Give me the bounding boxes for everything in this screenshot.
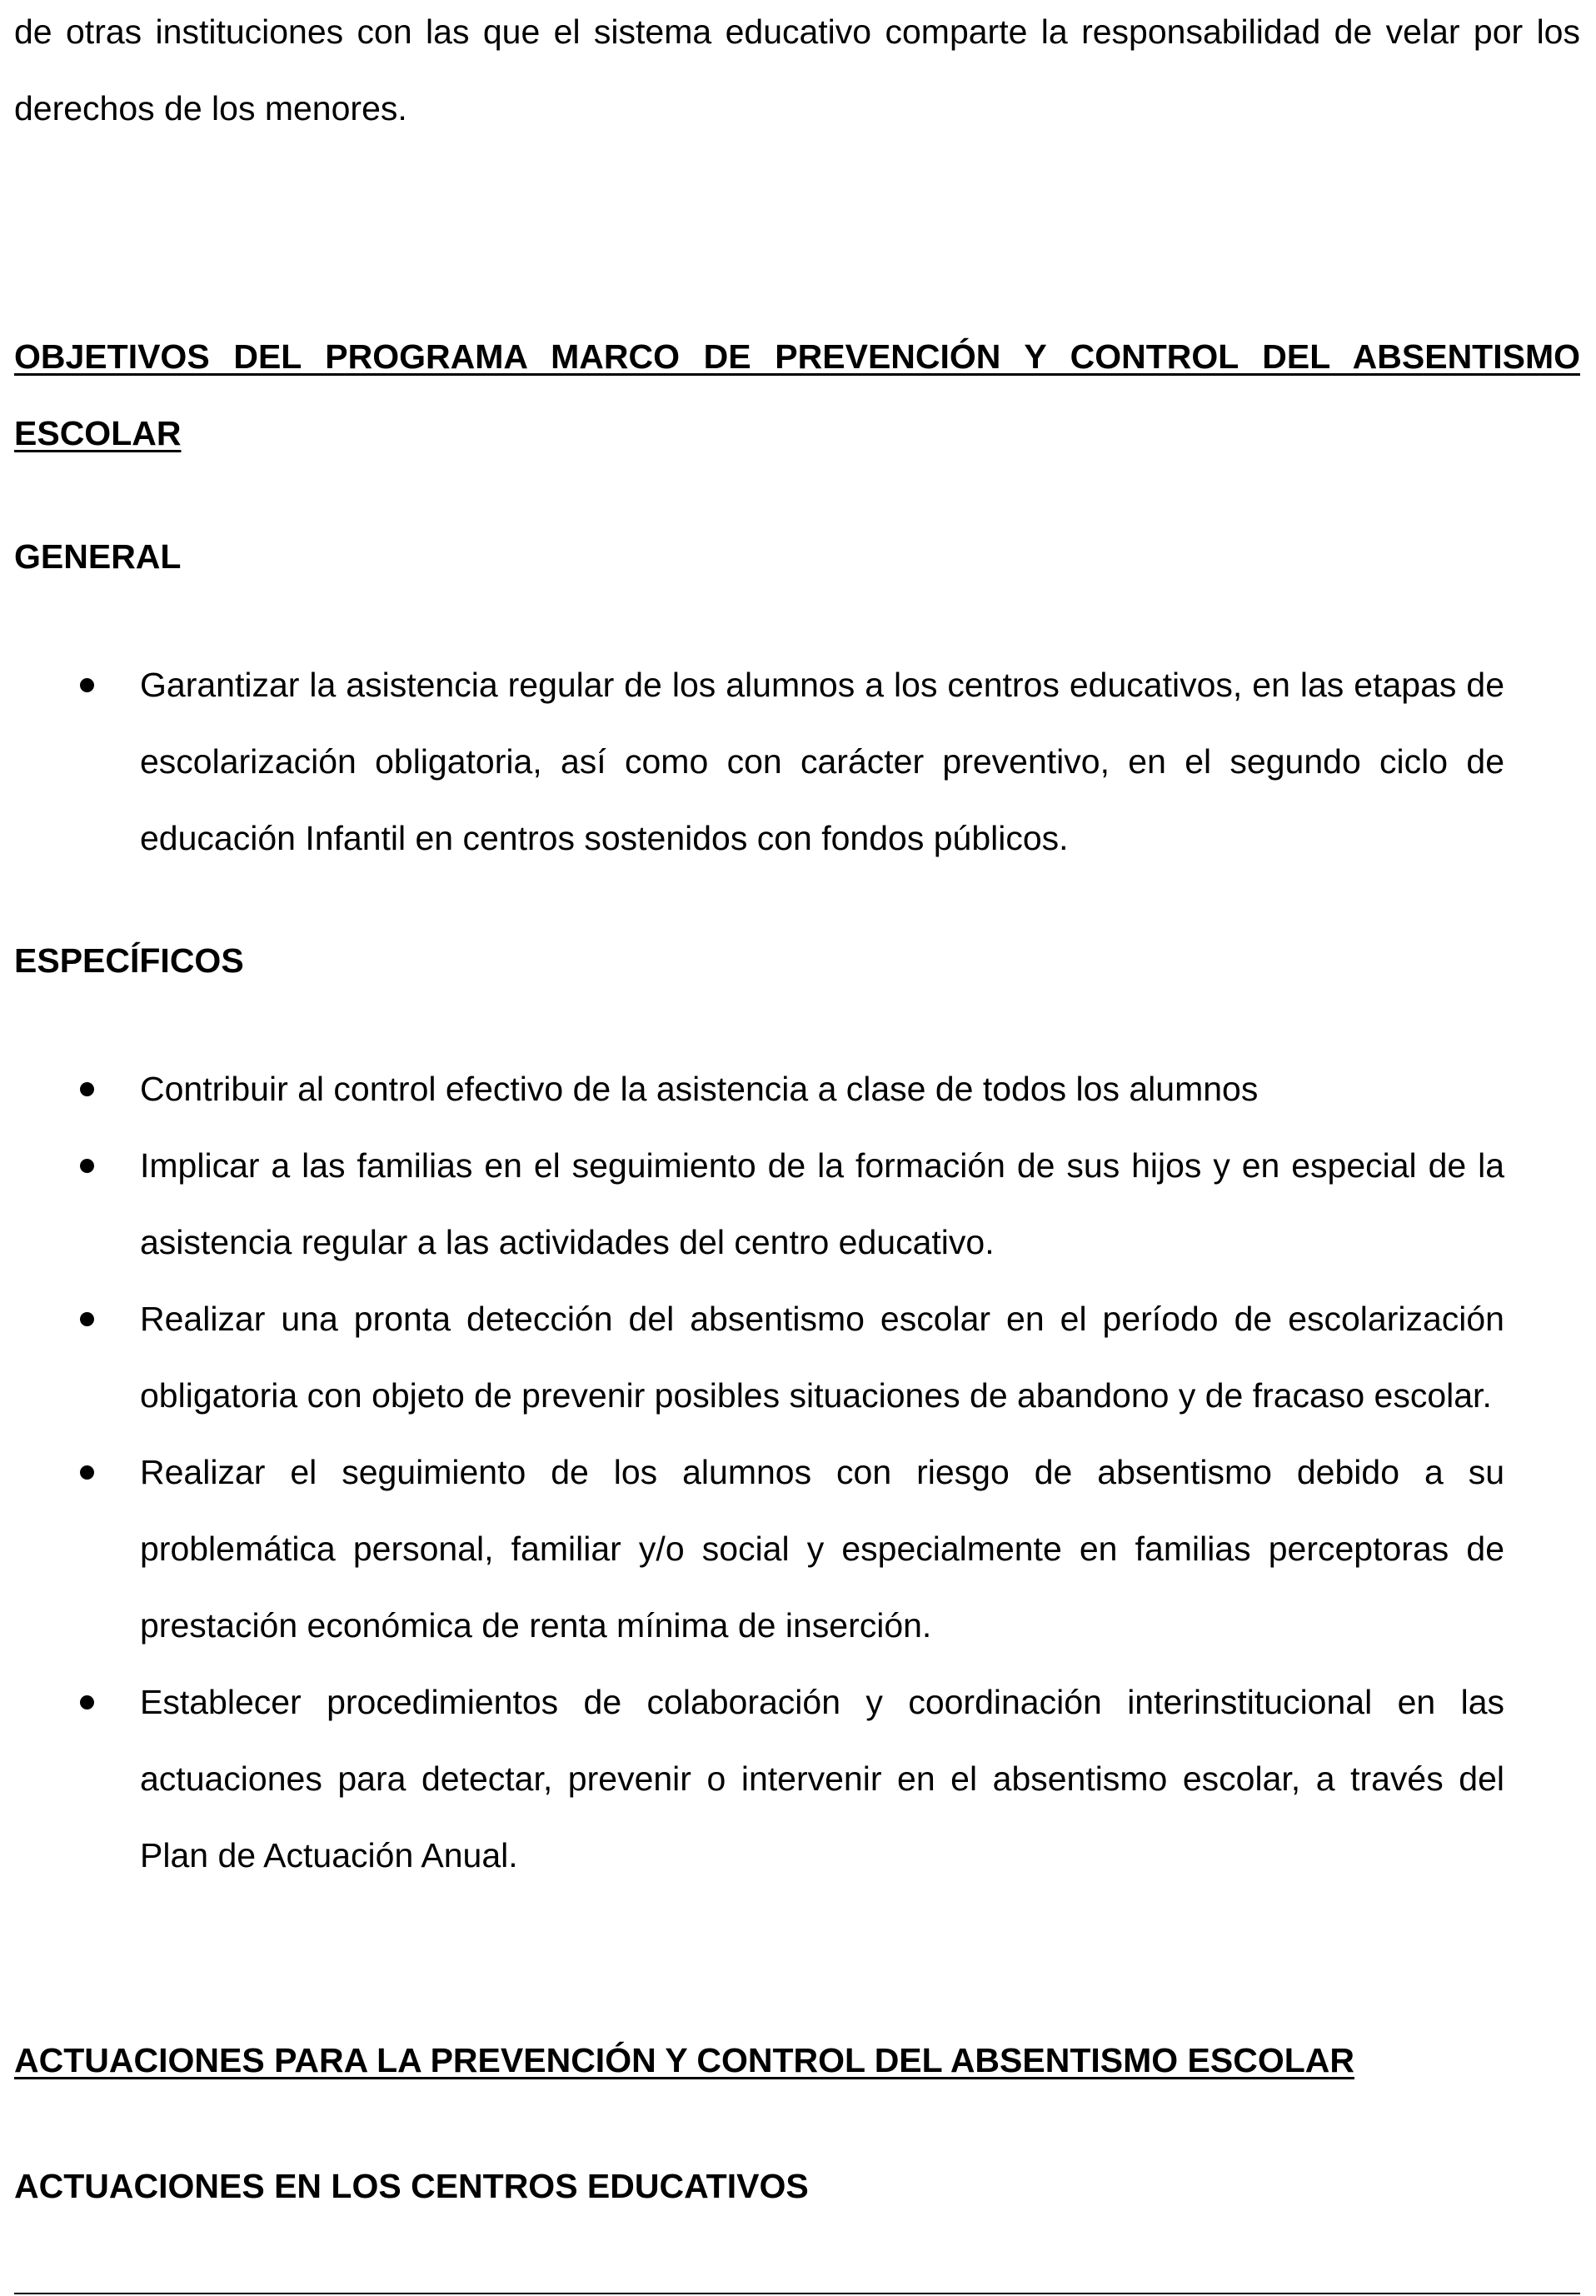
list-item [0, 1051, 1504, 1127]
list-item [0, 1434, 1504, 1664]
list-item [0, 1664, 1504, 1894]
heading-general: GENERAL [14, 537, 182, 576]
bullet-icon [80, 1312, 94, 1326]
bullet-icon [80, 1695, 94, 1710]
intro-paragraph: de otras instituciones con las que el sistema educativo comparte la responsabilidad de velar por los derechos de los menores. [14, 12, 1580, 127]
list-item-text: Implicar a las familias en el seguimiento de la formación de sus hijos y en especial de la asistencia regular a las actividades del centro educativo. [140, 1146, 1504, 1261]
list-item-text: Establecer procedimientos de colaboración y coordinación interinstitucional en las actuaciones para detectar, prevenir o intervenir en el absentismo escolar, a través del Plan de Actuación Anual. [140, 1683, 1504, 1874]
list-item-text: Realizar el seguimiento de los alumnos con riesgo de absentismo debido a su problemática personal, familiar y/o social y especialmente en familias perceptoras de prestación económica de renta mínima de inserción. [140, 1453, 1504, 1645]
list-item [0, 1127, 1504, 1280]
heading-especificos: ESPECÍFICOS [14, 941, 244, 980]
general-list [0, 646, 1596, 876]
list-item [0, 646, 1504, 876]
bullet-icon [80, 678, 94, 692]
especificos-list [0, 1051, 1596, 1894]
heading-actuaciones-centros: ACTUACIONES EN LOS CENTROS EDUCATIVOS [14, 2167, 809, 2205]
section-title-actuaciones: ACTUACIONES PARA LA PREVENCIÓN Y CONTROL DEL ABSENTISMO ESCOLAR [14, 2041, 1355, 2079]
list-item [0, 1280, 1504, 1434]
footer-divider [14, 2293, 1580, 2294]
list-item-text: Garantizar la asistencia regular de los alumnos a los centros educativos, en las etapas de escolarización obligatoria, así como con carácter preventivo, en el segundo ciclo de educación Infantil en centros sostenidos con fondos públicos. [140, 666, 1504, 857]
bullet-icon [80, 1082, 94, 1096]
bullet-icon [80, 1465, 94, 1480]
section-title-objetivos: OBJETIVOS DEL PROGRAMA MARCO DE PREVENCIÓN Y CONTROL DEL ABSENTISMO ESCOLAR [14, 337, 1580, 452]
list-item-text: Realizar una pronta detección del absentismo escolar en el período de escolarización obligatoria con objeto de prevenir posibles situaciones de abandono y de fracaso escolar. [140, 1300, 1504, 1415]
list-item-text: Contribuir al control efectivo de la asistencia a clase de todos los alumnos [140, 1070, 1259, 1108]
bullet-icon [80, 1159, 94, 1173]
